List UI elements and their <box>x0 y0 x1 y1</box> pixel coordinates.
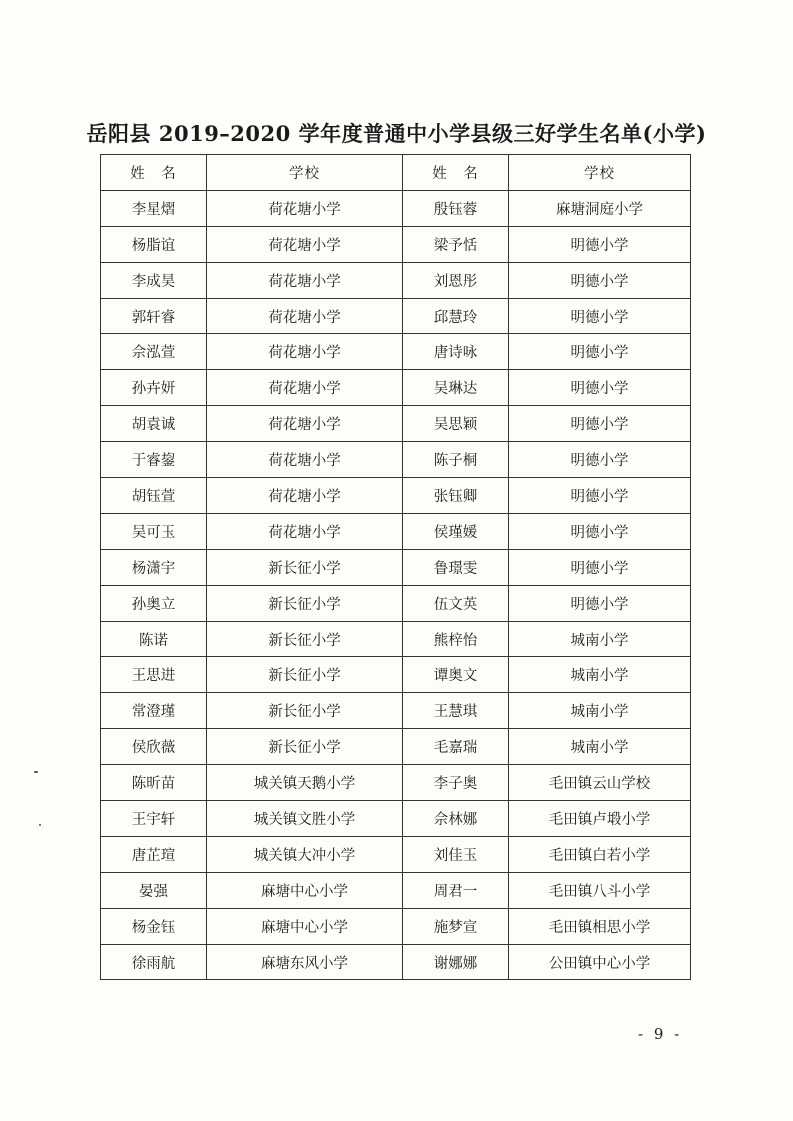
cell-school-left: 荷花塘小学 <box>207 262 403 298</box>
cell-school-right: 明德小学 <box>509 549 691 585</box>
cell-name-left: 唐芷瑄 <box>101 836 207 872</box>
cell-name-right: 伍文英 <box>403 585 509 621</box>
cell-school-right: 明德小学 <box>509 442 691 478</box>
table-row <box>101 621 691 657</box>
cell-school-left: 荷花塘小学 <box>207 298 403 334</box>
cell-school-left: 城关镇天鹅小学 <box>207 765 403 801</box>
cell-school-right: 毛田镇八斗小学 <box>509 872 691 908</box>
cell-school-left: 荷花塘小学 <box>207 190 403 226</box>
table-row <box>101 944 691 980</box>
header-name-right: 姓 名 <box>403 155 509 191</box>
cell-school-right: 公田镇中心小学 <box>509 944 691 980</box>
cell-school-left: 荷花塘小学 <box>207 370 403 406</box>
cell-name-right: 殷钰蓉 <box>403 190 509 226</box>
cell-school-left: 新长征小学 <box>207 693 403 729</box>
cell-name-right: 王慧琪 <box>403 693 509 729</box>
cell-name-left: 徐雨航 <box>101 944 207 980</box>
cell-school-right: 城南小学 <box>509 729 691 765</box>
cell-school-right: 麻塘洞庭小学 <box>509 190 691 226</box>
cell-school-left: 新长征小学 <box>207 621 403 657</box>
cell-school-left: 荷花塘小学 <box>207 478 403 514</box>
document-title: 岳阳县 2019–2020 学年度普通中小学县级三好学生名单(小学) <box>86 121 707 146</box>
table-row <box>101 801 691 837</box>
cell-name-right: 李子奥 <box>403 765 509 801</box>
cell-school-right: 明德小学 <box>509 406 691 442</box>
cell-school-left: 新长征小学 <box>207 729 403 765</box>
cell-name-right: 熊梓怡 <box>403 621 509 657</box>
table-row <box>101 729 691 765</box>
cell-school-left: 荷花塘小学 <box>207 513 403 549</box>
cell-name-left: 胡袁诚 <box>101 406 207 442</box>
cell-name-left: 于睿鋆 <box>101 442 207 478</box>
cell-name-right: 梁予恬 <box>403 226 509 262</box>
table-row <box>101 226 691 262</box>
table-row <box>101 657 691 693</box>
table-row <box>101 872 691 908</box>
cell-school-right: 毛田镇卢塅小学 <box>509 801 691 837</box>
cell-school-right: 明德小学 <box>509 334 691 370</box>
table-row <box>101 442 691 478</box>
table-row <box>101 298 691 334</box>
cell-school-left: 城关镇文胜小学 <box>207 801 403 837</box>
table-row <box>101 549 691 585</box>
cell-school-left: 新长征小学 <box>207 657 403 693</box>
cell-name-left: 孙奥立 <box>101 585 207 621</box>
table-row <box>101 585 691 621</box>
cell-school-left: 麻塘东风小学 <box>207 944 403 980</box>
cell-name-left: 吴可玉 <box>101 513 207 549</box>
table-row <box>101 908 691 944</box>
cell-name-right: 侯瑾媛 <box>403 513 509 549</box>
cell-school-right: 毛田镇白若小学 <box>509 836 691 872</box>
scan-speck <box>34 771 38 773</box>
cell-school-right: 明德小学 <box>509 298 691 334</box>
cell-school-right: 城南小学 <box>509 621 691 657</box>
cell-name-right: 刘恩彤 <box>403 262 509 298</box>
cell-name-left: 胡钰萱 <box>101 478 207 514</box>
table-body <box>101 190 691 980</box>
cell-school-left: 麻塘中心小学 <box>207 872 403 908</box>
cell-name-left: 侯欣薇 <box>101 729 207 765</box>
cell-name-right: 谢娜娜 <box>403 944 509 980</box>
cell-name-right: 佘林娜 <box>403 801 509 837</box>
cell-name-right: 刘佳玉 <box>403 836 509 872</box>
cell-school-right: 城南小学 <box>509 693 691 729</box>
header-name-left: 姓 名 <box>101 155 207 191</box>
cell-school-left: 新长征小学 <box>207 549 403 585</box>
cell-school-right: 城南小学 <box>509 657 691 693</box>
cell-name-left: 孙卉妍 <box>101 370 207 406</box>
cell-name-left: 晏强 <box>101 872 207 908</box>
cell-school-left: 荷花塘小学 <box>207 334 403 370</box>
cell-school-left: 城关镇大冲小学 <box>207 836 403 872</box>
cell-school-right: 毛田镇云山学校 <box>509 765 691 801</box>
cell-name-left: 杨潇宇 <box>101 549 207 585</box>
cell-name-right: 唐诗咏 <box>403 334 509 370</box>
cell-school-right: 明德小学 <box>509 478 691 514</box>
table-row <box>101 262 691 298</box>
cell-name-left: 李星熠 <box>101 190 207 226</box>
cell-name-right: 陈子桐 <box>403 442 509 478</box>
cell-school-right: 明德小学 <box>509 370 691 406</box>
cell-name-right: 邱慧玲 <box>403 298 509 334</box>
cell-school-right: 明德小学 <box>509 513 691 549</box>
cell-name-left: 王宇轩 <box>101 801 207 837</box>
cell-name-left: 陈诺 <box>101 621 207 657</box>
cell-school-left: 麻塘中心小学 <box>207 908 403 944</box>
cell-name-right: 谭奥文 <box>403 657 509 693</box>
student-roster-table <box>100 154 691 980</box>
cell-name-right: 鲁璟雯 <box>403 549 509 585</box>
table-header-row <box>101 155 691 191</box>
cell-name-left: 陈昕苗 <box>101 765 207 801</box>
cell-school-right: 毛田镇相思小学 <box>509 908 691 944</box>
cell-name-right: 吴琳达 <box>403 370 509 406</box>
cell-name-right: 周君一 <box>403 872 509 908</box>
table-row <box>101 190 691 226</box>
table-row <box>101 765 691 801</box>
table-row <box>101 370 691 406</box>
cell-name-left: 杨金钰 <box>101 908 207 944</box>
table-row <box>101 478 691 514</box>
cell-school-right: 明德小学 <box>509 226 691 262</box>
cell-school-left: 荷花塘小学 <box>207 226 403 262</box>
cell-name-left: 杨脂谊 <box>101 226 207 262</box>
cell-school-right: 明德小学 <box>509 585 691 621</box>
cell-school-right: 明德小学 <box>509 262 691 298</box>
cell-school-left: 荷花塘小学 <box>207 406 403 442</box>
cell-name-left: 王思进 <box>101 657 207 693</box>
page-number: - 9 - <box>638 1025 683 1043</box>
cell-name-left: 常澄瑾 <box>101 693 207 729</box>
table-row <box>101 406 691 442</box>
table-row <box>101 836 691 872</box>
cell-school-left: 荷花塘小学 <box>207 442 403 478</box>
header-school-right: 学校 <box>509 155 691 191</box>
cell-name-right: 施梦宣 <box>403 908 509 944</box>
cell-name-right: 毛嘉瑞 <box>403 729 509 765</box>
cell-name-left: 郭轩睿 <box>101 298 207 334</box>
header-school-left: 学校 <box>207 155 403 191</box>
table-row <box>101 334 691 370</box>
cell-name-left: 李成昊 <box>101 262 207 298</box>
table-row <box>101 693 691 729</box>
cell-name-left: 佘泓萱 <box>101 334 207 370</box>
table-row <box>101 513 691 549</box>
cell-name-right: 张钰卿 <box>403 478 509 514</box>
cell-school-left: 新长征小学 <box>207 585 403 621</box>
cell-name-right: 吴思颖 <box>403 406 509 442</box>
scan-speck <box>39 824 41 826</box>
